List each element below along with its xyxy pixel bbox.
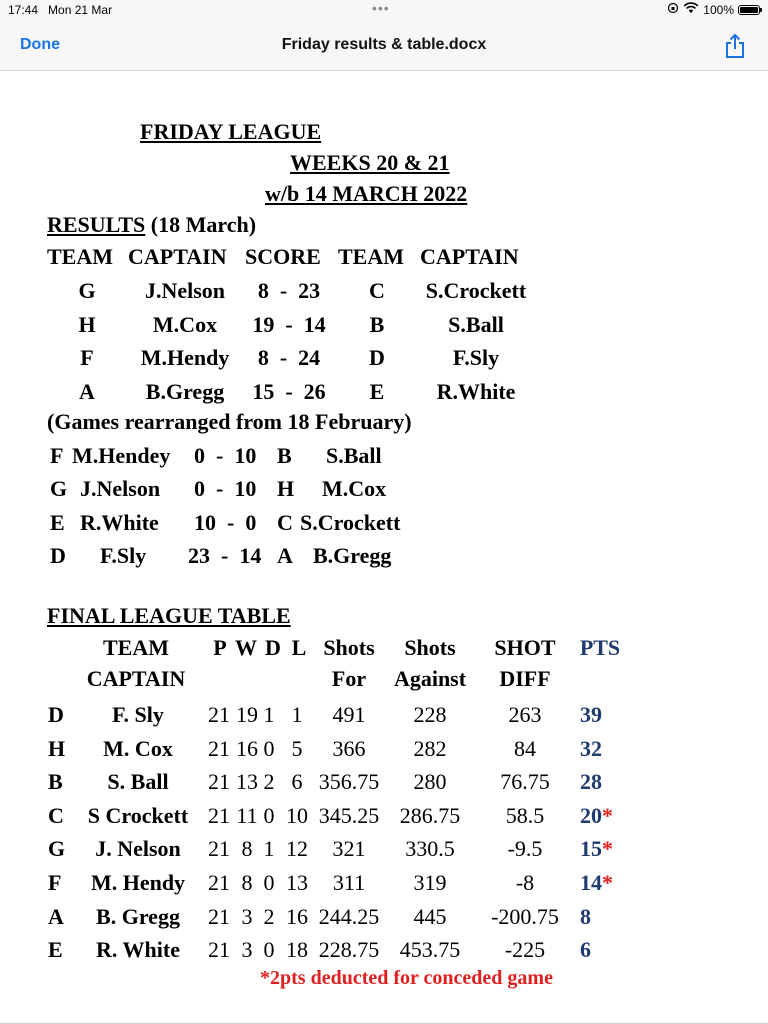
table-row-l: 1	[291, 702, 303, 727]
table-row-pts	[580, 870, 613, 896]
rearranged-captain2: S.Crockett	[300, 509, 401, 535]
table-row-captain: R. White	[96, 937, 180, 963]
pts-value: 20	[580, 802, 602, 828]
document-page	[0, 71, 768, 1024]
table-row-team: A	[48, 903, 64, 929]
table-header-team: TEAM	[103, 635, 169, 660]
wifi-icon	[683, 2, 699, 17]
table-row-pts	[580, 736, 602, 762]
rearranged-captain1: R.White	[80, 509, 159, 535]
result-captain1: B.Gregg	[145, 378, 225, 404]
table-row-p: 21	[208, 870, 230, 895]
rearranged-heading: (Games rearranged from 18 February)	[47, 409, 412, 434]
result-team1: F	[80, 345, 94, 370]
multitasking-dots-icon[interactable]: •••	[372, 0, 390, 16]
table-row-w: 11	[236, 802, 258, 828]
league-title: FRIDAY LEAGUE	[140, 119, 322, 144]
table-row-shots-against: 228	[413, 702, 447, 727]
table-header-captain: CAPTAIN	[86, 666, 186, 691]
status-time: 17:44 Mon 21 Mar	[8, 3, 113, 17]
battery-icon	[738, 5, 760, 15]
table-row-pts	[580, 904, 591, 930]
rearranged-team1: F	[50, 443, 64, 468]
done-button[interactable]: Done	[20, 36, 60, 53]
rearranged-captain1: J.Nelson	[80, 476, 161, 502]
table-header-shots-for: Shots	[323, 635, 375, 660]
table-row-d: 1	[263, 836, 275, 862]
table-row-captain: S. Ball	[107, 769, 169, 795]
rearranged-team2: A	[277, 542, 293, 568]
result-score: 8 - 23	[257, 278, 321, 303]
table-row-team: C	[48, 802, 64, 828]
weeks-heading: WEEKS 20 & 21	[290, 150, 450, 175]
rearranged-captain1: M.Hendey	[72, 443, 171, 468]
table-row-diff: 84	[514, 735, 536, 761]
table-header-w: W	[235, 635, 257, 660]
table-header-against: Against	[393, 666, 467, 691]
rearranged-captain2: M.Cox	[322, 476, 387, 502]
share-icon[interactable]	[722, 32, 748, 60]
table-row-p: 21	[208, 937, 230, 963]
deduction-star: *	[602, 870, 613, 895]
result-captain2: R.White	[436, 378, 516, 404]
pts-value: 39	[580, 702, 602, 727]
table-row-d: 2	[263, 769, 275, 795]
result-captain2: S.Ball	[448, 311, 504, 337]
table-row-p: 21	[208, 702, 230, 727]
table-row-l: 13	[286, 870, 308, 895]
pts-value: 6	[580, 937, 591, 963]
result-team2: B	[369, 311, 385, 337]
table-header-pts: PTS	[579, 635, 621, 660]
table-row-shots-for: 244.25	[318, 903, 380, 929]
pts-value: 15	[580, 836, 602, 862]
rearranged-captain2: B.Gregg	[313, 542, 392, 568]
result-captain1: M.Hendy	[140, 345, 230, 370]
table-row-d: 0	[263, 870, 275, 895]
table-row-diff: -9.5	[507, 836, 543, 862]
result-captain1: M.Cox	[152, 311, 218, 337]
table-row-diff: -225	[504, 937, 546, 963]
table-row-l: 12	[286, 836, 308, 862]
table-row-d: 0	[263, 735, 275, 761]
table-row-w: 8	[241, 870, 253, 895]
table-row-captain: B. Gregg	[96, 903, 180, 929]
table-row-team: H	[48, 735, 66, 761]
table-row-w: 13	[236, 769, 258, 795]
deduction-star: *	[602, 802, 613, 828]
table-row-p: 21	[208, 903, 230, 929]
pts-value: 8	[580, 903, 591, 929]
table-row-w: 8	[241, 836, 253, 862]
table-row-shots-against: 319	[413, 870, 447, 895]
table-row-shots-against: 280	[413, 769, 447, 795]
table-row-l: 18	[286, 937, 308, 963]
results-header-captain2: CAPTAIN	[420, 244, 519, 269]
table-row-diff: 76.75	[500, 769, 550, 795]
table-row-shots-for: 491	[332, 702, 366, 727]
table-row-team: F	[48, 870, 62, 895]
deduction-star: *	[602, 836, 613, 862]
table-row-captain: M. Hendy	[90, 870, 186, 895]
results-header-team1: TEAM	[47, 244, 113, 269]
table-row-p: 21	[208, 836, 230, 862]
table-row-w: 3	[241, 903, 253, 929]
pts-value: 28	[580, 769, 602, 795]
status-bar	[0, 0, 768, 22]
table-row-w: 19	[236, 702, 258, 727]
document-title: Friday results & table.docx	[281, 36, 487, 53]
week-beginning: w/b 14 MARCH 2022	[265, 181, 468, 206]
table-row-diff: -8	[515, 870, 535, 895]
table-row-l: 16	[286, 903, 308, 929]
table-row-shots-for: 228.75	[318, 937, 380, 963]
rearranged-team2: H	[277, 476, 295, 502]
table-row-team: G	[48, 836, 66, 862]
table-row-shots-against: 453.75	[399, 937, 461, 963]
table-row-pts	[580, 937, 591, 963]
table-row-shots-for: 321	[332, 836, 366, 862]
table-title: FINAL LEAGUE TABLE	[47, 603, 291, 628]
table-header-shots-against: Shots	[404, 635, 456, 660]
results-header-score: SCORE	[245, 244, 321, 269]
rearranged-team1: E	[50, 509, 65, 535]
result-score: 15 - 26	[252, 378, 326, 404]
table-header-for: For	[331, 666, 367, 691]
table-row-captain: M. Cox	[103, 735, 173, 761]
table-header-shot: SHOT	[494, 635, 556, 660]
table-row-shots-for: 366	[332, 735, 366, 761]
table-row-l: 5	[291, 735, 303, 761]
orientation-lock-icon	[667, 2, 679, 17]
table-row-pts	[580, 769, 602, 795]
rearranged-score: 0 - 10	[194, 476, 257, 502]
result-score: 19 - 14	[252, 311, 326, 337]
table-row-d: 2	[263, 903, 275, 929]
table-row-pts	[580, 702, 602, 728]
deduction-footnote: *2pts deducted for conceded game	[260, 967, 553, 989]
pts-value: 32	[580, 735, 602, 761]
nav-bar	[0, 22, 768, 71]
result-team1: G	[78, 278, 96, 303]
rearranged-team1: D	[50, 542, 66, 568]
result-captain2: S.Crockett	[425, 278, 527, 303]
rearranged-team2: C	[277, 509, 293, 535]
result-score: 8 - 24	[257, 345, 321, 370]
table-row-p: 21	[208, 735, 230, 761]
result-team2: D	[369, 345, 385, 370]
result-team2: C	[369, 278, 385, 303]
table-row-diff: -200.75	[491, 903, 559, 929]
table-row-team: E	[48, 937, 63, 963]
rearranged-team2: B	[277, 443, 292, 468]
table-row-l: 10	[286, 802, 308, 828]
rearranged-captain1: F.Sly	[100, 542, 147, 568]
result-captain2: F.Sly	[452, 345, 500, 370]
table-row-w: 3	[241, 937, 253, 963]
table-row-shots-against: 286.75	[399, 802, 461, 828]
status-right	[667, 2, 760, 17]
table-row-d: 1	[263, 702, 275, 727]
table-row-l: 6	[291, 769, 303, 795]
table-header-diff: DIFF	[499, 666, 551, 691]
table-row-captain: S Crockett	[87, 802, 189, 828]
table-row-d: 0	[263, 802, 275, 828]
result-team1: H	[78, 311, 96, 337]
rearranged-score: 0 - 10	[194, 443, 257, 468]
table-row-team: B	[48, 769, 63, 795]
table-row-p: 21	[208, 802, 230, 828]
table-row-shots-for: 356.75	[318, 769, 380, 795]
battery-percent: 100%	[703, 2, 734, 17]
rearranged-score: 23 - 14	[188, 542, 262, 568]
table-header-l: L	[291, 635, 307, 660]
result-team1: A	[79, 378, 95, 404]
table-row-captain: J. Nelson	[95, 836, 181, 862]
table-row-w: 16	[236, 735, 258, 761]
results-header-captain1: CAPTAIN	[128, 244, 227, 269]
table-header-d: D	[265, 635, 281, 660]
rearranged-score: 10 - 0	[194, 509, 257, 535]
table-header-p: P	[213, 635, 227, 660]
table-row-shots-against: 445	[413, 903, 447, 929]
table-row-shots-against: 330.5	[405, 836, 455, 862]
result-captain1: J.Nelson	[144, 278, 226, 303]
pts-value: 14	[580, 870, 602, 895]
table-row-diff: 58.5	[505, 802, 545, 828]
results-heading: RESULTS (18 March)	[47, 212, 257, 237]
rearranged-captain2: S.Ball	[326, 443, 382, 468]
rearranged-team1: G	[50, 476, 68, 502]
table-row-team: D	[48, 702, 64, 727]
table-row-d: 0	[263, 937, 275, 963]
table-row-shots-for: 345.25	[318, 802, 380, 828]
table-row-diff: 263	[508, 702, 542, 727]
table-row-shots-for: 311	[332, 870, 366, 895]
result-team2: E	[369, 378, 385, 404]
table-row-pts	[580, 836, 613, 862]
table-row-captain: F. Sly	[112, 702, 164, 727]
results-header-team2: TEAM	[338, 244, 404, 269]
table-row-shots-against: 282	[413, 735, 447, 761]
table-row-pts	[580, 803, 613, 829]
table-row-p: 21	[208, 769, 230, 795]
